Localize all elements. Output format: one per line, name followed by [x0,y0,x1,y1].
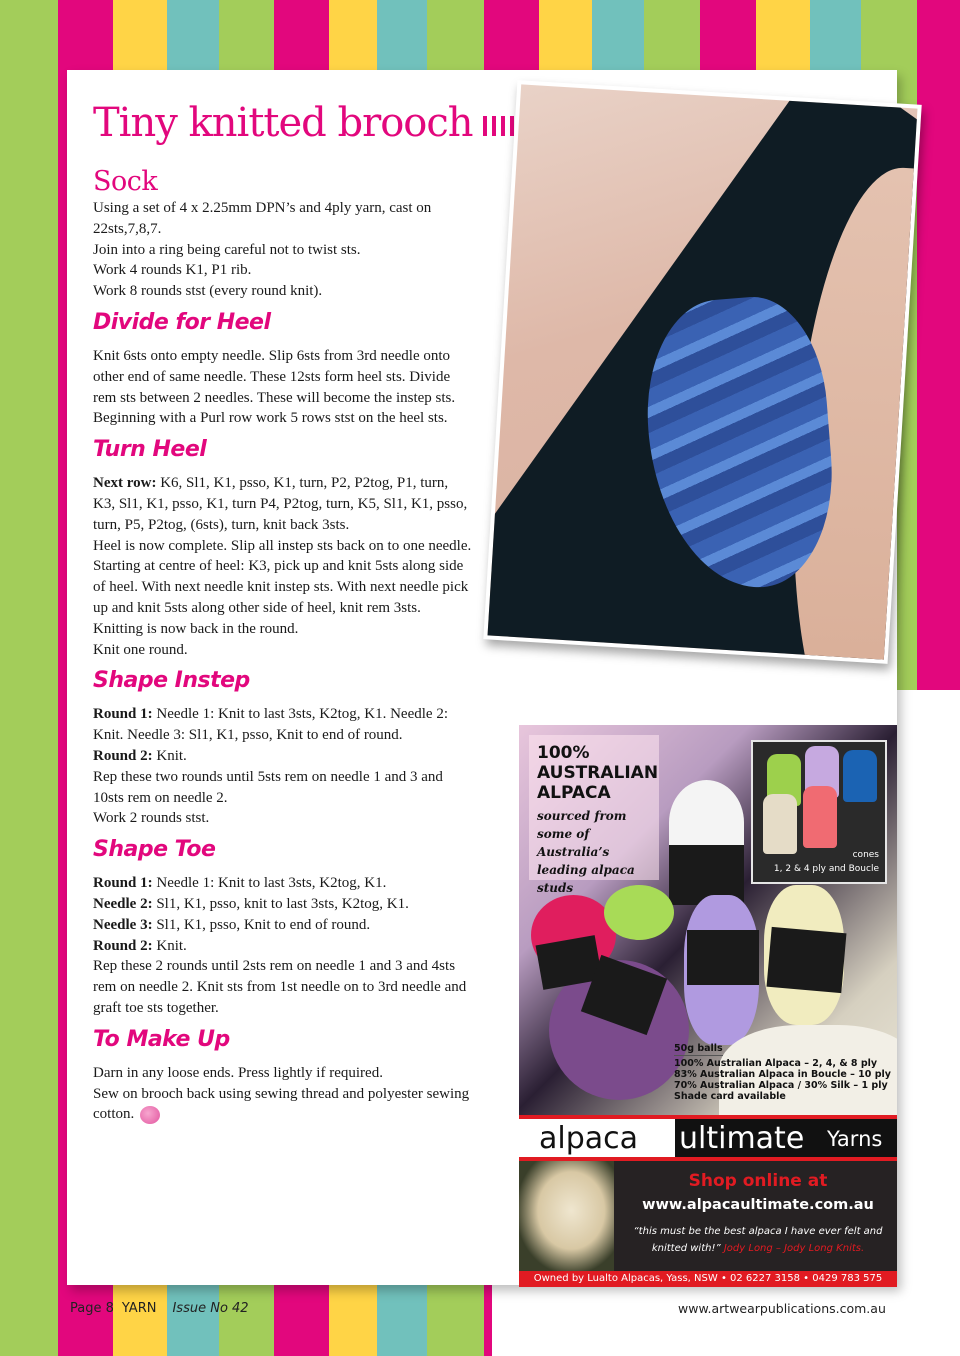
instruction-text: Knit. [152,937,187,954]
section-heading: Sock [93,166,158,197]
instruction-label: Round 1: [93,706,153,723]
instruction-text: Work 2 rounds stst. [93,810,210,827]
instruction-line [93,536,473,557]
instruction-line [93,894,473,915]
ad-headline: 100% AUSTRALIAN ALPACA [537,743,659,803]
instruction-line [93,473,473,535]
instruction-line [93,1084,473,1126]
instruction-text: Work 4 rounds K1, P1 rib. [93,262,252,279]
instruction-line [93,346,473,408]
cream-cone [763,794,797,854]
page-footer-left [70,1301,249,1316]
instruction-text: Sl1, K1, psso, Knit to end of round. [152,916,371,933]
ad-yarn-photo [519,725,897,1115]
instruction-line [93,936,473,957]
instruction-line [93,704,473,746]
instruction-label: Round 2: [93,937,153,954]
section-heading: Shape Instep [93,668,250,694]
instruction-text: Needle 1: Knit to last 3sts, K2tog, K1. Needle 2: Knit. Needle 3: Sl1, K1, psso, Knit to end of round. [93,706,448,744]
section-heading: Turn Heel [93,437,207,463]
page-number: Page 8 [70,1301,114,1316]
instruction-line [93,956,473,1018]
brand-dark-box [675,1119,897,1157]
issue-number: Issue No 42 [172,1301,249,1316]
instruction-line [93,240,473,261]
cones-inset [751,740,887,884]
instruction-text: Knit. [152,747,187,764]
brand-yarns: Yarns [827,1127,883,1151]
instruction-label: Round 1: [93,875,153,892]
instruction-line [93,260,473,281]
section-body [93,346,473,429]
alpaca-photo [519,1161,614,1271]
instruction-text: Heel is now complete. Slip all instep sts back on to one needle. [93,537,472,554]
shop-section [519,1161,897,1271]
alpaca-ultimate-ad[interactable] [519,725,897,1287]
instruction-line [93,808,473,829]
publisher-website-link[interactable]: www.artwearpublications.com.au [678,1301,886,1316]
stripe [0,0,58,690]
instruction-line [93,640,473,661]
instruction-text: Using a set of 4 x 2.25mm DPN’s and 4ply yarn, cast on 22sts,7,8,7. [93,200,432,237]
instruction-line [93,556,473,618]
section-body [93,704,473,829]
yarn-ball-icon [140,1106,160,1124]
testimonial-author: Jody Long – Jody Long Knits. [723,1243,865,1254]
instruction-text: Knitting is now back in the round. [93,620,299,637]
instruction-text: Knit one round. [93,641,188,658]
sock-brooch-photo [483,80,921,664]
cones-label: cones 1, 2 & 4 ply and Boucle [773,850,879,874]
section-body [93,1063,473,1125]
photo-image [488,84,918,659]
balls-info: 50g balls 100% Australian Alpaca – 2, 4, & 8 ply 83% Australian Alpaca in Boucle – 10 ply 70% Australian Alpaca / 30% Silk – 1 ply Shade card available [674,1043,891,1102]
stripe [0,690,58,1356]
instruction-text: K6, Sl1, K1, psso, K1, turn, P2, P2tog, P1, turn, K3, Sl1, K1, psso, K1, turn P4, P2tog, turn, K5, Sl1, K1, psso, turn, P5, P2tog, (6sts), turn, knit back 3sts. [93,475,468,533]
green-yarn-ball [604,885,674,940]
magazine-name: YARN [121,1301,157,1316]
instruction-text: Sew on brooch back using sewing thread and polyester sewing cotton. [93,1085,470,1123]
instruction-label: Next row: [93,475,157,492]
stripe [917,0,960,690]
brand-banner [519,1115,897,1161]
section-body [93,473,473,660]
brand-alpaca: alpaca [539,1121,639,1156]
instruction-text: Knit 6sts onto empty needle. Slip 6sts from 3rd needle onto other end of same needle. These 12sts form heel sts. Divide rem sts between 2 needles. These will become the instep sts. [93,347,456,406]
shop-url-link[interactable]: www.alpacaultimate.com.au [642,1197,874,1213]
instruction-line [93,619,473,640]
instruction-line [93,1063,473,1084]
section-heading: To Make Up [93,1026,230,1052]
instruction-line [93,915,473,936]
instruction-label: Needle 3: [93,916,153,933]
instruction-line [93,198,473,240]
instruction-label: Needle 2: [93,895,153,912]
coral-cone [803,786,837,848]
section-body [93,198,473,302]
instruction-text: Needle 1: Knit to last 3sts, K2tog, K1. [152,875,387,892]
shop-title: Shop online at [688,1171,828,1191]
article-body [93,166,473,1131]
instruction-label: Round 2: [93,747,153,764]
section-heading: Shape Toe [93,837,216,863]
instruction-text: Rep these 2 rounds until 2sts rem on needle 1 and 3 and 4sts rem on needle 2. Knit sts from 1st needle on to 3rd needle and graft toe sts together. [93,958,467,1016]
section-heading: Divide for Heel [93,309,271,335]
instruction-line [93,873,473,894]
testimonial: “this must be the best alpaca I have ever felt and knitted with!” Jody Long – Jody Long Knits. [633,1226,883,1254]
instruction-line [93,408,473,429]
title-text: Tiny knitted brooch [93,100,473,146]
brand-ultimate: ultimate [679,1121,805,1156]
section-body [93,873,473,1019]
instruction-text: Work 8 rounds stst (every round knit). [93,283,323,300]
yarn-label [767,927,847,993]
instruction-text: Beginning with a Purl row work 5 rows stst on the heel sts. [93,410,448,427]
instruction-text: Rep these two rounds until 5sts rem on needle 1 and 3 and 10sts rem on needle 2. [93,768,443,806]
ad-subheadline: sourced from some of Australia’s leading alpaca studs [537,809,635,895]
instruction-text: Starting at centre of heel: K3, pick up and knit 5sts along side of heel. With next needle knit instep sts. With next needle pick up and knit 5sts along other side of heel, knit rem 3sts. [93,558,469,616]
owner-contact-bar: Owned by Lualto Alpacas, Yass, NSW • 02 6227 3158 • 0429 783 575 [519,1271,897,1287]
instruction-line [93,767,473,809]
instruction-line [93,746,473,767]
instruction-text: Join into a ring being careful not to twist sts. [93,241,361,258]
instruction-text: Darn in any loose ends. Press lightly if required. [93,1064,383,1081]
yarn-label [687,930,759,985]
instruction-text: Sl1, K1, psso, knit to last 3sts, K2tog, K1. [152,895,409,912]
instruction-line [93,281,473,302]
blue-cone [843,750,877,802]
